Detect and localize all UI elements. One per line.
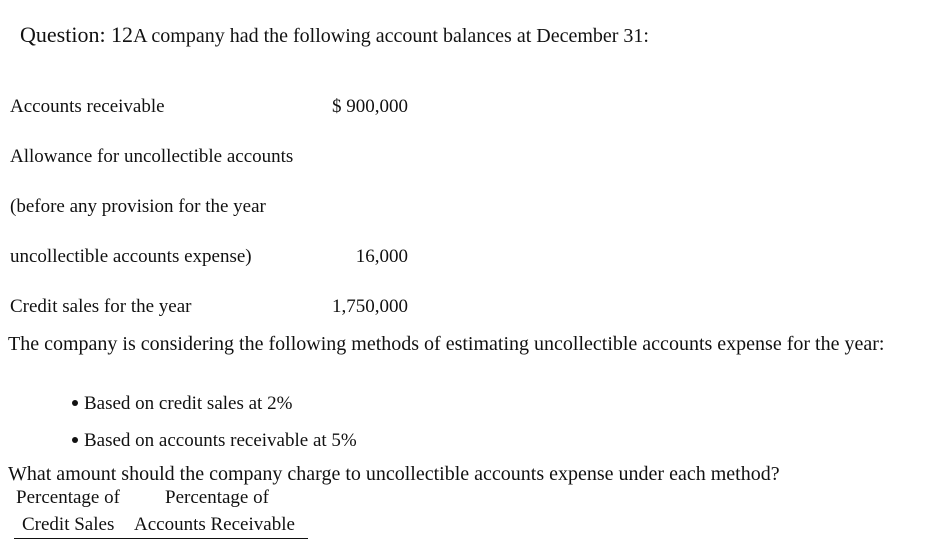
intro-paragraph: The company is considering the following methods of estimating uncollectible accounts expense for the year:: [8, 333, 885, 355]
balance-amount-allowance: 16,000: [355, 246, 408, 267]
bullet-icon: [72, 400, 78, 406]
column-header-accounts-receivable: [132, 514, 308, 539]
column-header-credit-sales-top: Percentage of: [16, 487, 120, 508]
balance-amount-credit-sales: 1,750,000: [332, 296, 408, 317]
column-header-accounts-receivable-top: Percentage of: [165, 487, 269, 508]
balance-label-uncollectible-expense: uncollectible accounts expense): [10, 246, 252, 267]
balance-label-credit-sales: Credit sales for the year: [10, 296, 192, 317]
question-number: Question: 12: [20, 22, 134, 47]
column-header-accounts-receivable-label: Accounts Receivable: [132, 514, 308, 539]
method-text: Based on accounts receivable at 5%: [84, 430, 357, 451]
question-text: A company had the following account balances at December 31:: [133, 25, 649, 47]
balance-label-allowance: Allowance for uncollectible accounts: [10, 146, 294, 167]
balance-amount-accounts-receivable: $ 900,000: [332, 96, 408, 117]
balance-label-before-provision: (before any provision for the year: [10, 196, 266, 217]
method-item: [72, 393, 292, 415]
method-text: Based on credit sales at 2%: [84, 393, 293, 414]
column-header-credit-sales: [14, 514, 134, 539]
question-title: [20, 22, 649, 48]
question-prompt: What amount should the company charge to uncollectible accounts expense under each method?: [8, 463, 780, 485]
balance-label-accounts-receivable: Accounts receivable: [10, 96, 165, 117]
column-header-credit-sales-label: Credit Sales: [14, 514, 134, 539]
method-item: [72, 430, 357, 452]
bullet-icon: [72, 437, 78, 443]
